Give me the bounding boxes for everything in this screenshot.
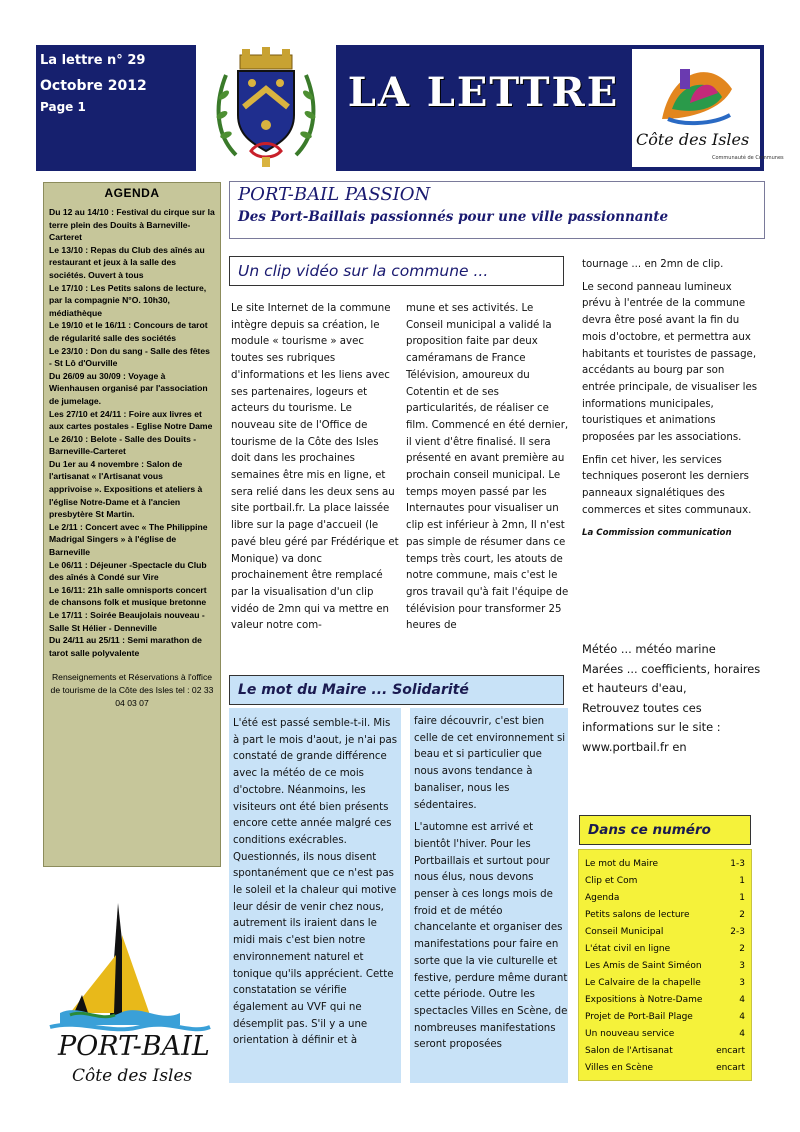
- toc-label: Projet de Port-Bail Plage: [585, 1012, 693, 1022]
- agenda-item: Le 06/11 : Déjeuner -Spectacle du Club des aînés à Condé sur Vire: [49, 559, 207, 583]
- meteo-box: [582, 640, 764, 757]
- agenda-item: Les 27/10 et 24/11 : Foire aux livres et aux cartes postales - Eglise Notre Dame: [49, 408, 213, 432]
- toc-label: Expositions à Notre-Dame: [585, 995, 703, 1005]
- agenda-item: Le 23/10 : Don du sang - Salle des fêtes - St Lô d'Ourville: [49, 345, 210, 369]
- toc-label: Les Amis de Saint Siméon: [585, 961, 702, 971]
- toc-row[interactable]: [585, 890, 745, 907]
- toc-label: Salon de l'Artisanat: [585, 1046, 673, 1056]
- toc-row[interactable]: [585, 907, 745, 924]
- agenda-item: Du 1er au 4 novembre : Salon de l'artisanat « l'Artisanat vous: [49, 458, 183, 482]
- agenda-item: Le 17/10 : Les Petits salons de lecture, par la compagnie N°O. 10h30, médiathèque: [49, 282, 207, 318]
- toc-page: 3: [739, 961, 745, 971]
- toc-row[interactable]: [585, 1060, 745, 1077]
- port-bail-name: PORT-BAIL: [58, 1031, 210, 1062]
- coat-of-arms-icon: [196, 45, 336, 171]
- toc-label: Clip et Com: [585, 876, 638, 886]
- agenda-footer: Renseignements et Réservations à l'office de tourisme de la Côte des Isles tel : 02 33 04 03 07: [50, 672, 214, 708]
- clip-article-heading: Un clip vidéo sur la commune ...: [229, 256, 564, 286]
- toc-label: Villes en Scène: [585, 1063, 654, 1073]
- table-of-contents: [578, 849, 752, 1081]
- issue-date: Octobre 2012: [40, 78, 147, 94]
- article-signature: La Commission communication: [582, 527, 732, 538]
- toc-page: 2: [739, 944, 745, 954]
- toc-label: Un nouveau service: [585, 1029, 675, 1039]
- agenda-list: [49, 206, 215, 659]
- mayor-article-column-1: L'été est passé semble-t-il. Mis à part le mois d'aout, je n'ai pas constaté de grande différence avec la météo de ce mois d'octobre. Néanmoins, les visiteurs ont été bien présents encore cette année malgré ces conditions exécrables. Questionnés, ils nous disent spontanément que ce n'est pas le soleil et la chaleur qui motive leur désir de venir chez nous, autrement ils iraient dans le midi mais c'est bien notre environnement naturel et tonique qu'ils apprécient. Cette constatation se vérifie également au VVF qui ne désemplit pas. S'il y a une orientation à définir et à: [233, 718, 398, 1047]
- agenda-item: apprivoise ». Expositions et ateliers à l'église Notre-Dame et à l'ancien presbytère St Martin.: [49, 484, 203, 520]
- logo-text: Côte des Isles: [636, 130, 750, 149]
- toc-page: 1-3: [730, 859, 745, 869]
- toc-page: encart: [716, 1046, 745, 1056]
- agenda-item: Le 2/11 : Concert avec « The Philippine Madrigal Singers » à l'église de Barneville: [49, 521, 208, 558]
- toc-row[interactable]: [585, 1043, 745, 1060]
- toc-row[interactable]: [585, 958, 745, 975]
- agenda-item: Du 26/09 au 30/09 : Voyage à Wienhausen organisé par l'association de jumelage.: [49, 370, 208, 406]
- toc-label: Le Calvaire de la chapelle: [585, 978, 701, 988]
- toc-row[interactable]: [585, 1026, 745, 1043]
- meteo-line: Retrouvez toutes ces informations sur le site : www.portbail.fr en: [582, 700, 721, 754]
- clip-paragraph: Le second panneau lumineux prévu à l'entrée de la commune devra être posé avant la fin du mois d'octobre, et permettra aux habitants et touristes de passage, accédants au bourg par son entrée principale, de visualiser les informations municipales, touristiques et animations proposées par les associations.: [582, 281, 758, 444]
- clip-paragraph: tournage ... en 2mn de clip.: [582, 259, 724, 270]
- toc-page: 1: [739, 876, 745, 886]
- meteo-line: Marées ... coefficients, horaires et hauteurs d'eau,: [582, 661, 761, 695]
- masthead-title: LA LETTRE: [347, 69, 620, 116]
- toc-row[interactable]: [585, 873, 745, 890]
- logo-subtext: Communauté de Communes: [712, 155, 784, 161]
- toc-heading: Dans ce numéro: [579, 815, 751, 845]
- cote-des-isles-logo: [632, 49, 784, 167]
- agenda-panel: [43, 182, 221, 867]
- agenda-item: Le 16/11: 21h salle omnisports concert de chansons folk et musique bretonne: [49, 584, 207, 608]
- feature-banner: [229, 181, 765, 239]
- agenda-item: Le 26/10 : Belote - Salle des Douits - Barneville-Carteret: [49, 433, 197, 457]
- toc-label: Le mot du Maire: [585, 859, 659, 869]
- toc-page: 3: [739, 978, 745, 988]
- agenda-title: AGENDA: [104, 186, 160, 200]
- toc-page: encart: [716, 1063, 745, 1073]
- toc-label: Agenda: [585, 893, 620, 903]
- toc-label: Conseil Municipal: [585, 927, 664, 937]
- toc-label: L'état civil en ligne: [585, 944, 671, 954]
- issue-number: La lettre n° 29: [40, 53, 146, 68]
- toc-page: 4: [739, 995, 745, 1005]
- mayor-article-column-2: [414, 714, 568, 1060]
- mayor-paragraph: faire découvrir, c'est bien celle de cet environnement si beau et si particulier que nous avons tendance à banaliser, nous les sédentaires.: [414, 716, 566, 811]
- toc-page: 4: [739, 1012, 745, 1022]
- issue-info: [40, 51, 147, 117]
- clip-paragraph: Enfin cet hiver, les services techniques poseront les derniers panneaux signalétiques des commerces et sites communaux.: [582, 454, 752, 516]
- clip-article-column-3: [582, 257, 760, 540]
- port-bail-logo: [40, 895, 225, 1090]
- toc-page: 4: [739, 1029, 745, 1039]
- mayor-article-heading: Le mot du Maire ... Solidarité: [229, 675, 564, 705]
- meteo-line: Météo ... météo marine: [582, 642, 716, 656]
- toc-label: Petits salons de lecture: [585, 910, 690, 920]
- toc-page: 2: [739, 910, 745, 920]
- toc-page: 2-3: [730, 927, 745, 937]
- feature-subtitle: Des Port-Baillais passionnés pour une ville passionnante: [238, 209, 669, 225]
- toc-page: 1: [739, 893, 745, 903]
- agenda-item: Le 19/10 et le 16/11 : Concours de tarot de régularité salle des sociétés: [49, 320, 208, 343]
- clip-article-column-1: Le site Internet de la commune intègre depuis sa création, le module « tourisme » avec toutes ses rubriques d'informations et les liens avec ses partenaires, logeurs et acteurs du tourisme. Le nouveau site de l'Office de tourisme de la Côte des Isles doit dans les prochaines semaines être mis en ligne, et sera relié dans les deux sens au site portbail.fr. La place laissée libre sur la page d'accueil (le pavé bleu géré par Frédérique et Monique) va donc prochainement être remplacé par la visualisation d'un clip vidéo de 2mn qui va mettre en valeur notre com-: [231, 303, 399, 632]
- toc-row[interactable]: [585, 856, 745, 873]
- agenda-item: Du 24/11 au 25/11 : Semi marathon de tarot salle polyvalente: [49, 635, 202, 658]
- agenda-item: Du 12 au 14/10 : Festival du cirque sur la terre plein des Douits à Barneville-Carteret: [49, 207, 215, 243]
- port-bail-tagline: Côte des Isles: [72, 1066, 193, 1086]
- newsletter-header: [36, 45, 784, 171]
- toc-row[interactable]: [585, 1009, 745, 1026]
- mayor-paragraph: L'automne est arrivé et bientôt l'hiver. Pour les Portbaillais et surtout pour nous élus, nous devons penser à ces longs mois de froid et de météo chancelante et organiser des manifestations pour faire en sorte que la vie culturelle et festive, perdure même durant cette période. Outre les spectacles Villes en Scène, de nombreuses manifestations seront proposées: [414, 822, 568, 1051]
- toc-row[interactable]: [585, 992, 745, 1009]
- toc-row[interactable]: [585, 975, 745, 992]
- feature-title: PORT-BAIL PASSION: [238, 184, 431, 205]
- clip-article-column-2: mune et ses activités. Le Conseil municipal a validé la proposition faite par deux caméramans de France Télévision, amoureux du Cotentin et de ses particularités, de réaliser ce film. Commencé en été dernier, il vient d'être finalisé. Il sera présenté en avant première au prochain conseil municipal. Le temps moyen passé par les Internautes pour visualiser un clip est inférieur à 2mn, Il n'est pas simple de résumer dans ce temps très court, les atouts de notre commune, mais c'est le gros travail qu'à fait l'équipe de télévision pour transformer 25 heures de: [406, 303, 569, 632]
- page-number: Page 1: [40, 100, 86, 114]
- agenda-item: Le 13/10 : Repas du Club des aînés au restaurant et jeux à la salle des sociétés. Ouvert à tous: [49, 244, 205, 280]
- agenda-item: Le 17/11 : Soirée Beaujolais nouveau - Salle St Hélier - Denneville: [49, 610, 205, 633]
- toc-row[interactable]: [585, 924, 745, 941]
- toc-row[interactable]: [585, 941, 745, 958]
